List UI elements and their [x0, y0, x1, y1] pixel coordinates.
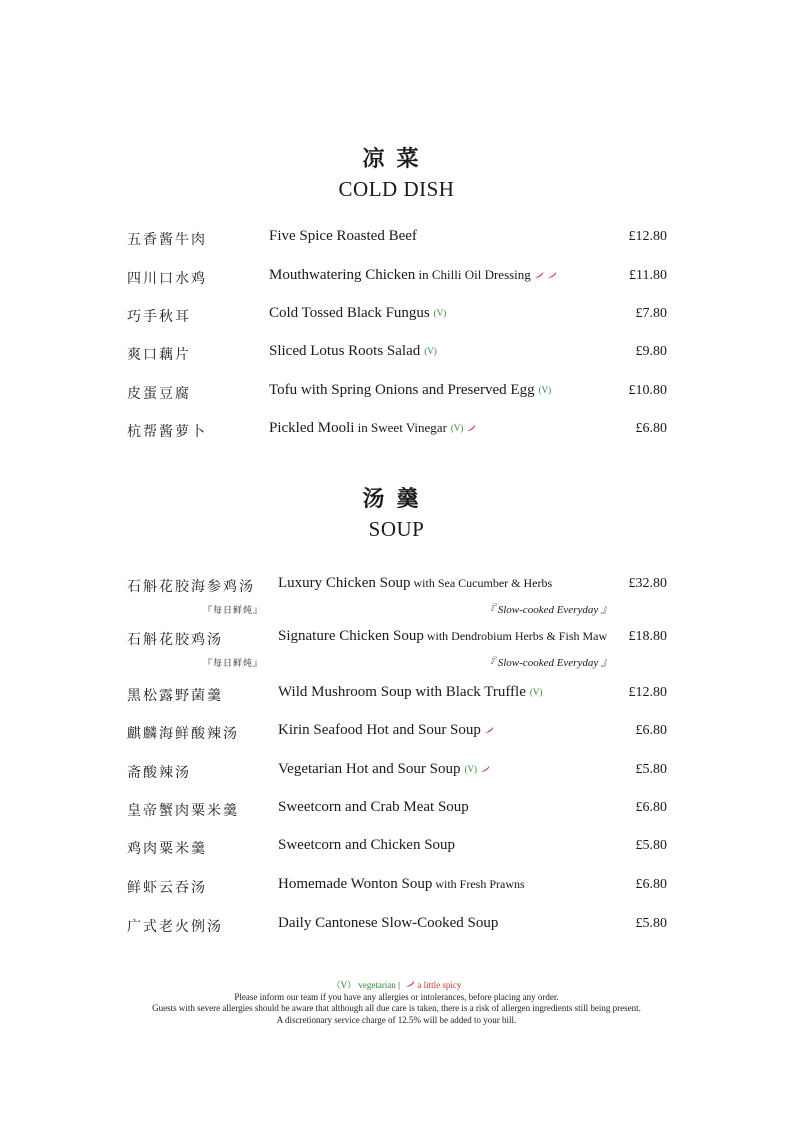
dish-name-en	[278, 915, 498, 932]
dish-name-en	[278, 876, 525, 893]
dish-name-en-detail: with Fresh Prawns	[432, 877, 525, 891]
dish-name-en-detail: with Sea Cucumber & Herbs	[410, 576, 553, 590]
dish-price: £5.80	[635, 838, 667, 853]
vegetarian-marker: (V)	[464, 764, 477, 774]
dish-name-en	[269, 305, 446, 322]
dish-price: £6.80	[635, 723, 667, 738]
legend-spicy: a little spicy	[415, 980, 462, 990]
menu-item-row	[0, 916, 793, 940]
vegetarian-marker: (V)	[433, 308, 447, 318]
chili-pepper-icon	[547, 271, 557, 279]
dish-name-cn: 杭帮酱萝卜	[127, 424, 207, 440]
vegetarian-marker: (V)	[424, 346, 437, 356]
dish-name-en-main: Pickled Mooli	[269, 420, 355, 436]
vegetarian-marker: (V)	[450, 423, 464, 433]
dish-name-en-main: Cold Tossed Black Fungus	[269, 305, 430, 321]
soup-title-en: SOUP	[368, 517, 425, 541]
dish-name-cn: 鲜虾云吞汤	[127, 880, 207, 896]
dish-name-en-main: Signature Chicken Soup	[278, 628, 424, 644]
dish-name-en-detail: with Dendrobium Herbs & Fish Maw	[423, 629, 608, 643]
dish-name-en	[269, 228, 417, 245]
dish-price: £12.80	[628, 685, 667, 700]
menu-item-row	[0, 838, 793, 862]
menu-item-row	[0, 877, 793, 901]
slow-cooked-note-cn: 『每日鲜炖』	[203, 659, 264, 669]
menu-item-row	[0, 800, 793, 824]
dish-name-en-main: Homemade Wonton Soup	[278, 876, 433, 892]
chili-pepper-icon	[484, 726, 494, 734]
menu-item-row	[0, 344, 793, 368]
allergy-notice-line-2: Guests with severe allergies should be aware that although all due care is taken, there is a risk of allergen ingredients still being present.	[152, 1003, 641, 1013]
chili-pepper-icon	[534, 271, 544, 279]
soup-title-cn: 汤羹	[362, 486, 431, 512]
menu-item-row	[0, 383, 793, 407]
cold-dish-title-en: COLD DISH	[338, 177, 455, 201]
dish-price: £9.80	[635, 344, 667, 359]
dish-name-en	[269, 267, 557, 284]
chili-pepper-icon	[466, 424, 476, 432]
dish-name-en-main: Mouthwatering Chicken	[269, 267, 416, 283]
dish-name-en	[269, 382, 551, 399]
dish-price: £5.80	[635, 916, 667, 931]
menu-item-row	[0, 576, 793, 600]
dish-price: £11.80	[629, 268, 667, 283]
menu-item-row	[0, 685, 793, 709]
dish-name-en-main: Sweetcorn and Crab Meat Soup	[278, 799, 469, 815]
dish-name-en-main: Kirin Seafood Hot and Sour Soup	[278, 722, 481, 738]
dish-name-en-main: Sliced Lotus Roots Salad	[269, 343, 421, 359]
dish-name-en-main: Luxury Chicken Soup	[278, 575, 411, 591]
dish-name-cn: 皇帝蟹肉粟米羹	[127, 803, 239, 819]
dish-name-en-main: Vegetarian Hot and Sour Soup	[278, 761, 461, 777]
dish-name-en-main: Wild Mushroom Soup with Black Truffle	[278, 684, 526, 700]
dish-name-cn: 麒麟海鲜酸辣汤	[127, 726, 239, 742]
menu-item-row	[0, 306, 793, 330]
dish-name-en	[278, 837, 455, 854]
dish-name-en-main: Five Spice Roasted Beef	[269, 228, 417, 244]
dish-name-en-main: Tofu with Spring Onions and Preserved Egg	[269, 382, 535, 398]
dish-name-en	[278, 575, 552, 592]
dish-name-en	[278, 799, 469, 816]
menu-item-row	[0, 762, 793, 786]
service-charge-notice: A discretionary service charge of 12.5% will be added to your bill.	[276, 1014, 517, 1025]
menu-item-row	[0, 421, 793, 445]
dish-name-cn: 巧手秋耳	[127, 309, 191, 325]
chili-pepper-icon	[405, 980, 415, 988]
dish-name-en-main: Sweetcorn and Chicken Soup	[278, 837, 456, 853]
dish-price: £6.80	[635, 877, 667, 892]
legend-vegetarian: （V） vegetarian	[331, 980, 396, 990]
footer-notice	[0, 980, 793, 1026]
dish-name-en-detail: in Chilli Oil Dressing	[415, 267, 531, 282]
dish-name-cn: 爽口藕片	[127, 347, 191, 363]
dish-name-en	[278, 628, 607, 645]
dish-price: £5.80	[635, 762, 667, 777]
dish-name-en	[278, 684, 542, 701]
dish-name-cn: 四川口水鸡	[127, 271, 207, 287]
dish-price: £18.80	[628, 629, 667, 644]
legend-separator: |	[395, 980, 403, 990]
dish-name-cn: 黑松露野菌羹	[127, 688, 223, 704]
dish-name-cn: 五香酱牛肉	[127, 232, 207, 248]
dish-name-cn: 石斛花胶鸡汤	[127, 632, 223, 648]
menu-item-row	[0, 268, 793, 292]
dish-name-cn: 皮蛋豆腐	[127, 386, 191, 402]
dish-price: £12.80	[628, 229, 667, 244]
dish-name-en-detail: in Sweet Vinegar	[354, 420, 447, 435]
dish-name-en	[269, 343, 437, 360]
dish-price: £6.80	[635, 421, 667, 436]
dish-name-en	[269, 420, 476, 437]
dish-name-en	[278, 761, 490, 778]
allergy-notice-line-1: Please inform our team if you have any allergies or intolerances, before placing any order.	[234, 991, 559, 1002]
vegetarian-marker: (V)	[538, 385, 552, 395]
footer-legend	[0, 980, 793, 992]
dish-name-cn: 石斛花胶海参鸡汤	[127, 579, 255, 595]
dish-name-en-main: Daily Cantonese Slow-Cooked Soup	[278, 915, 499, 931]
menu-item-row	[0, 723, 793, 747]
chili-pepper-icon	[480, 765, 490, 773]
dish-name-cn: 斋酸辣汤	[127, 765, 191, 781]
dish-name-cn: 鸡肉粟米羹	[127, 841, 207, 857]
dish-price: £10.80	[628, 383, 667, 398]
slow-cooked-note-en: 『 Slow-cooked Everyday 』	[484, 604, 612, 616]
dish-price: £32.80	[628, 576, 667, 591]
dish-name-en	[278, 722, 494, 739]
dish-price: £7.80	[635, 306, 667, 321]
dish-price: £6.80	[635, 800, 667, 815]
menu-item-row	[0, 229, 793, 253]
slow-cooked-note-en: 『 Slow-cooked Everyday 』	[484, 657, 612, 669]
slow-cooked-note-cn: 『每日鲜炖』	[203, 606, 264, 616]
dish-name-cn: 广式老火例汤	[127, 919, 223, 935]
menu-item-row	[0, 629, 793, 653]
vegetarian-marker: (V)	[529, 687, 543, 697]
cold-dish-title-cn: 凉菜	[362, 146, 431, 172]
